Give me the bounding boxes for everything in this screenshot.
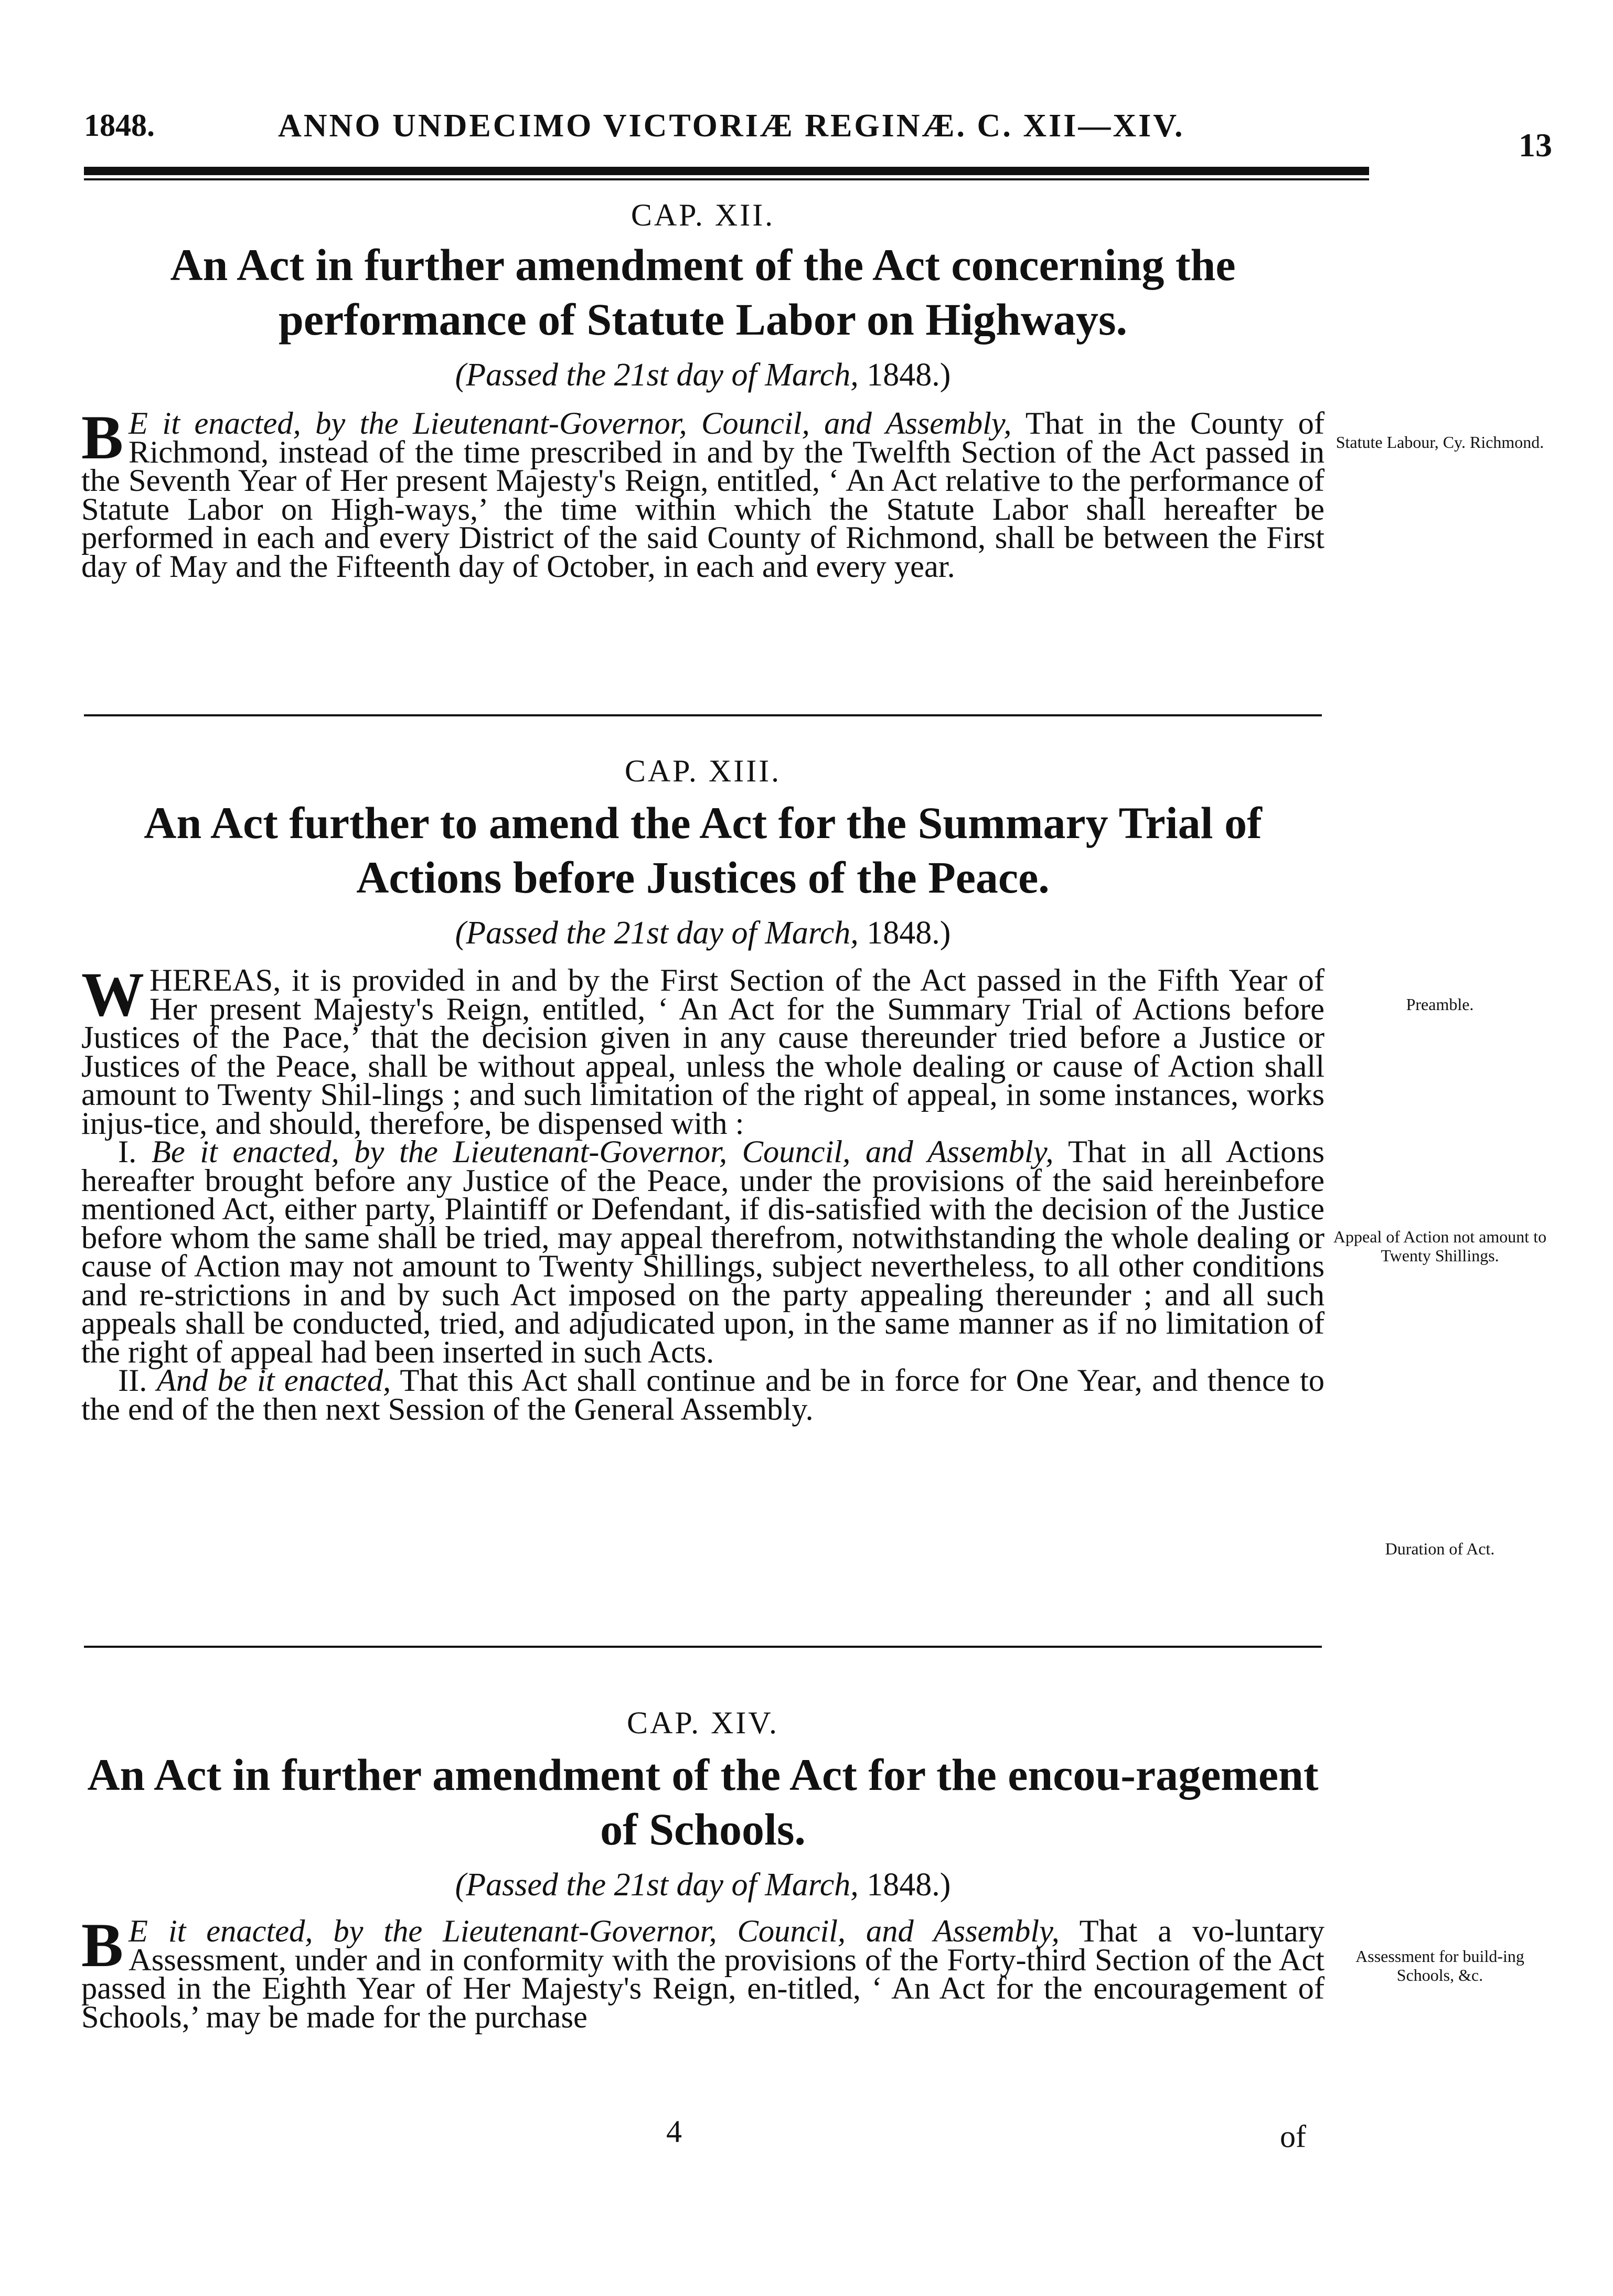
act-title: An Act in further amendment of the Act for the encou-ragement of Schools. (87, 1750, 1319, 1854)
drop-cap: B (81, 402, 124, 472)
cap-heading: CAP. XIII. (624, 754, 782, 788)
enacting-clause: E it enacted, by the Lieutenant-Governor, Council, and Assembly, (129, 1914, 1060, 1949)
section-text: That in all Actions hereafter brought before any Justice of the Peace, under the provisions of the said hereinbefore mentioned Act, either party, Plaintiff or Defendant, if dis-satisfied with the decision of the Justice before whom the same shall be tried, may appeal therefrom, notwithstanding the whole dealing or cause of Action may not amount to Twenty Shillings, subject nevertheless, to all other conditions and re-strictions in and by such Act imposed on the party appealing thereunder ; and all such appeals shall be conducted, tried, and adjudicated upon, in the same manner as if no limitation of the right of appeal had been inserted in such Acts. (81, 1134, 1325, 1370)
catchword: of (1280, 2119, 1306, 2154)
act-body (81, 402, 1324, 584)
passed-date-year: 1848.) (867, 1867, 951, 1903)
passed-date-text: (Passed the 21st day of March, (455, 915, 859, 951)
preamble (81, 959, 1324, 1141)
act-title: An Act further to amend the Act for the Summary Trial of Actions before Justices of the Peace. (144, 798, 1262, 903)
passed-date (81, 912, 1324, 954)
margin-note-assessment: Assessment for build-ing Schools, &c. (1355, 1947, 1524, 1984)
header-rule (84, 167, 1369, 175)
section-divider (84, 1646, 1322, 1648)
margin-note-duration: Duration of Act. (1385, 1539, 1495, 1558)
header-title: ANNO UNDECIMO VICTORIÆ REGINÆ. C. XII—XIV. (278, 108, 1185, 144)
header-year: 1848. (84, 108, 155, 143)
section-1 (81, 1134, 1325, 1370)
cap-heading: CAP. XII. (631, 198, 775, 232)
act-body (81, 1910, 1324, 2035)
running-header (84, 108, 1552, 164)
section-number: I. (118, 1134, 137, 1170)
passed-date-text: (Passed the 21st day of March, (455, 1867, 859, 1903)
drop-cap: W (81, 959, 144, 1029)
preamble-text: HEREAS, it is provided in and by the First Section of the Act passed in the Fifth Year of Her present Majesty's Reign, entitled, ‘ An Act for the Summary Trial of Actions before Justices of the Pace,’ that the decision given in any cause thereunder tried before a Justice or Justices of the Peace, shall be without appeal, unless the whole dealing or cause of Action shall amount to Twenty Shil-lings ; and such limitation of the right of appeal, in some instances, works injus-tice, and should, therefore, be dispensed with : (81, 963, 1324, 1141)
cap-heading: CAP. XIV. (627, 1705, 779, 1740)
enacting-clause: And be it enacted, (156, 1363, 391, 1398)
section-number: II. (118, 1363, 147, 1398)
passed-date-text: (Passed the 21st day of March, (455, 357, 859, 393)
act-cap-xiii (81, 753, 1325, 1427)
passed-date (81, 354, 1324, 396)
act-body-text: That in the County of Richmond, instead of the time prescribed in and by the Twelfth Section of the Act passed in the Seventh Year of Her present Majesty's Reign, entitled, ‘ An Act relative to the performance of Statute Labor on High-ways,’ the time within which the Statute Labor shall hereafter be performed in each and every District of the said County of Richmond, shall be between the First day of May and the Fifteenth day of October, in each and every year. (81, 406, 1324, 584)
header-rule-thin (84, 178, 1369, 180)
act-cap-xiv (81, 1704, 1324, 2035)
passed-date (81, 1864, 1324, 1906)
passed-date-year: 1848.) (867, 915, 951, 951)
passed-date-year: 1848.) (867, 357, 951, 393)
margin-note-appeal: Appeal of Action not amount to Twenty Shillings. (1333, 1227, 1547, 1265)
section-divider (84, 714, 1322, 716)
enacting-clause: E it enacted, by the Lieutenant-Governor, Council, and Assembly, (129, 406, 1012, 441)
margin-note-statute-labour: Statute Labour, Cy. Richmond. (1336, 433, 1544, 452)
section-text: That this Act shall continue and be in force for One Year, and thence to the end of the then next Session of the General Assembly. (81, 1363, 1324, 1427)
enacting-clause: Be it enacted, by the Lieutenant-Governor, Council, and Assembly, (151, 1134, 1054, 1170)
act-title: An Act in further amendment of the Act concerning the performance of Statute Labor on Highways. (170, 240, 1236, 345)
drop-cap: B (81, 1910, 124, 1980)
page-number: 13 (1519, 126, 1552, 164)
section-2 (81, 1363, 1324, 1427)
act-body-text: That a vo-luntary Assessment, under and in conformity with the provisions of the Forty-third Section of the Act passed in the Eighth Year of Her Majesty's Reign, en-titled, ‘ An Act for the encouragement of Schools,’ may be made for the purchase (81, 1914, 1324, 2035)
margin-note-preamble: Preamble. (1406, 995, 1474, 1014)
signature-mark: 4 (666, 2114, 682, 2149)
act-cap-xii (81, 197, 1324, 584)
